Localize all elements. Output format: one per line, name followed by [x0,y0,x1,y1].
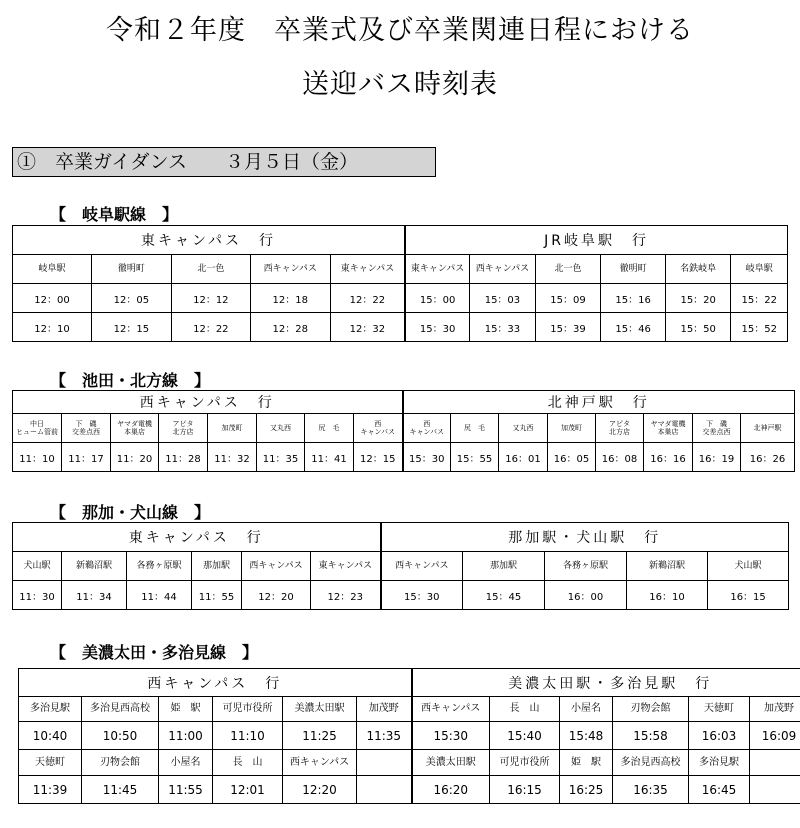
departure-time: 16:03 [689,722,750,750]
departure-time: 11：55 [192,581,242,610]
stop-name: 那加駅 [192,552,242,581]
empty-cell [750,750,800,776]
departure-time: 16：26 [741,443,795,472]
stop-name: 北一色 [535,255,601,284]
timetable-naka-inuyama [12,522,789,610]
departure-time: 11:45 [82,776,159,804]
stop-name: 名鉄岐阜 [665,255,731,284]
departure-time: 16:15 [490,776,560,804]
stop-name: 長 山 [213,750,283,776]
departure-time: 15：50 [665,313,731,342]
departure-time: 12:01 [213,776,283,804]
inbound-header: JR岐阜駅 行 [405,226,787,255]
outbound-header: 西キャンパス 行 [13,391,403,414]
departure-time: 11:39 [19,776,82,804]
stop-name: 加茂町 [548,414,596,443]
page-title: 令和２年度 卒業式及び卒業関連日程における [106,15,694,46]
departure-time: 12：22 [171,313,250,342]
departure-time: 11:00 [159,722,213,750]
stop-name: 岐阜駅 [731,255,788,284]
stop-name: 加茂野 [750,697,800,722]
departure-time: 12：23 [311,581,381,610]
stop-name: 刃物会館 [82,750,159,776]
departure-time: 15：52 [731,313,788,342]
stop-name: 尻 毛 [451,414,499,443]
departure-time: 10:50 [82,722,159,750]
departure-time: 11:55 [159,776,213,804]
stop-name: 加茂野 [357,697,412,722]
stop-name: 東キャンパス [330,255,405,284]
departure-time: 15：03 [470,284,536,313]
departure-time: 12：18 [250,284,330,313]
stop-name: 新鵜沼駅 [62,552,127,581]
departure-time: 11：34 [62,581,127,610]
inbound-header: 那加駅・犬山駅 行 [381,523,789,552]
stop-name: 各務ヶ原駅 [545,552,627,581]
departure-time: 10:40 [19,722,82,750]
route-title-ikeda-kitagata: 【 池田・北方線 】 [50,371,211,390]
departure-time: 15:48 [560,722,613,750]
departure-time: 16:09 [750,722,800,750]
stop-name: 北神戸駅 [741,414,795,443]
stop-name: アピタ 北方店 [159,414,208,443]
departure-time: 16：10 [627,581,708,610]
stop-name: 徹明町 [91,255,171,284]
stop-name: 西キャンパス [412,697,490,722]
departure-time: 11：32 [208,443,257,472]
departure-time: 12：15 [354,443,403,472]
departure-time: 12：10 [13,313,92,342]
departure-time: 12:20 [283,776,357,804]
route-title-gifu: 【 岐阜駅線 】 [50,205,179,224]
departure-time: 11：10 [13,443,62,472]
departure-time: 12：12 [171,284,250,313]
stop-name: 岐阜駅 [13,255,92,284]
departure-time: 11：17 [62,443,111,472]
departure-time: 15：30 [403,443,451,472]
timetable-gifu [12,225,788,342]
departure-time: 16：16 [644,443,693,472]
stop-name: アピタ 北方店 [596,414,644,443]
departure-time: 15：33 [470,313,536,342]
stop-name: ヤマダ電機 本巣店 [111,414,159,443]
stop-name: 多治見西高校 [613,750,689,776]
departure-time: 12：15 [91,313,171,342]
stop-name: 加茂町 [208,414,257,443]
departure-time: 12：00 [13,284,92,313]
departure-time: 15：00 [405,284,470,313]
stop-name: 多治見西高校 [82,697,159,722]
departure-time: 15：46 [601,313,666,342]
stop-name: 犬山駅 [13,552,62,581]
stop-name: 又丸西 [499,414,548,443]
stop-name: 下 磯 交差点西 [693,414,741,443]
stop-name: 西キャンパス [470,255,536,284]
departure-time: 15:58 [613,722,689,750]
departure-time: 15:30 [412,722,490,750]
departure-time: 15：45 [463,581,545,610]
stop-name: 東キャンパス [311,552,381,581]
stop-name: 多治見駅 [19,697,82,722]
stop-name: 姫 駅 [560,750,613,776]
stop-name: 尻 毛 [305,414,354,443]
departure-time: 16:35 [613,776,689,804]
stop-name: 長 山 [490,697,560,722]
stop-name: 可児市役所 [490,750,560,776]
departure-time: 11:35 [357,722,412,750]
departure-time: 16：19 [693,443,741,472]
departure-time: 15：30 [405,313,470,342]
departure-time: 15：30 [381,581,463,610]
stop-name: 小屋名 [560,697,613,722]
departure-time: 15：39 [535,313,601,342]
departure-time: 16：08 [596,443,644,472]
departure-time: 16:25 [560,776,613,804]
stop-name: 新鵜沼駅 [627,552,708,581]
stop-name: 姫 駅 [159,697,213,722]
departure-time: 15：16 [601,284,666,313]
departure-time: 11：41 [305,443,354,472]
departure-time: 16:45 [689,776,750,804]
empty-cell [750,776,800,804]
empty-cell [357,750,412,776]
departure-time: 12：20 [242,581,311,610]
outbound-header: 西キャンパス 行 [19,669,412,697]
departure-time: 12：28 [250,313,330,342]
stop-name: 美濃太田駅 [412,750,490,776]
stop-name: 東キャンパス [405,255,470,284]
inbound-header: 美濃太田駅・多治見駅 行 [412,669,800,697]
departure-time: 12：22 [330,284,405,313]
page-subtitle: 送迎バス時刻表 [302,69,498,100]
stop-name: 西キャンパス [381,552,463,581]
inbound-header: 北神戸駅 行 [403,391,795,414]
stop-name: 下 磯 交差点西 [62,414,111,443]
departure-time: 11：30 [13,581,62,610]
stop-name: 徹明町 [601,255,666,284]
stop-name: 西キャンパス [283,750,357,776]
stop-name: 西 キャンパス [403,414,451,443]
stop-name: 西 キャンパス [354,414,403,443]
stop-name: 犬山駅 [708,552,789,581]
stop-name: 西キャンパス [250,255,330,284]
departure-time: 11:25 [283,722,357,750]
empty-cell [357,776,412,804]
stop-name: ヤマダ電機 本巣店 [644,414,693,443]
departure-time: 15：22 [731,284,788,313]
departure-time: 11:10 [213,722,283,750]
departure-time: 15：20 [665,284,731,313]
departure-time: 12：32 [330,313,405,342]
departure-time: 16：15 [708,581,789,610]
departure-time: 15：55 [451,443,499,472]
departure-time: 11：35 [257,443,305,472]
stop-name: 天徳町 [19,750,82,776]
stop-name: 西キャンパス [242,552,311,581]
departure-time: 15:40 [490,722,560,750]
timetable-minoota-tajimi [18,668,800,804]
departure-time: 16：01 [499,443,548,472]
guidance-date-label: ① 卒業ガイダンス ３月５日（金） [12,147,436,177]
departure-time: 12：05 [91,284,171,313]
outbound-header: 東キャンパス 行 [13,523,381,552]
stop-name: 小屋名 [159,750,213,776]
outbound-header: 東キャンパス 行 [13,226,406,255]
stop-name: 多治見駅 [689,750,750,776]
stop-name: 刃物会館 [613,697,689,722]
route-title-minoota-tajimi: 【 美濃太田・多治見線 】 [50,643,259,662]
departure-time: 16:20 [412,776,490,804]
departure-time: 11：28 [159,443,208,472]
stop-name: 各務ヶ原駅 [127,552,192,581]
stop-name: 可児市役所 [213,697,283,722]
departure-time: 16：00 [545,581,627,610]
route-title-naka-inuyama: 【 那加・犬山線 】 [50,503,211,522]
departure-time: 11：20 [111,443,159,472]
stop-name: 那加駅 [463,552,545,581]
departure-time: 15：09 [535,284,601,313]
departure-time: 11：44 [127,581,192,610]
stop-name: 天徳町 [689,697,750,722]
stop-name: 又丸西 [257,414,305,443]
timetable-ikeda-kitagata [12,390,795,472]
stop-name: 北一色 [171,255,250,284]
stop-name: 美濃太田駅 [283,697,357,722]
stop-name: 中日 ヒューム管前 [13,414,62,443]
departure-time: 16：05 [548,443,596,472]
